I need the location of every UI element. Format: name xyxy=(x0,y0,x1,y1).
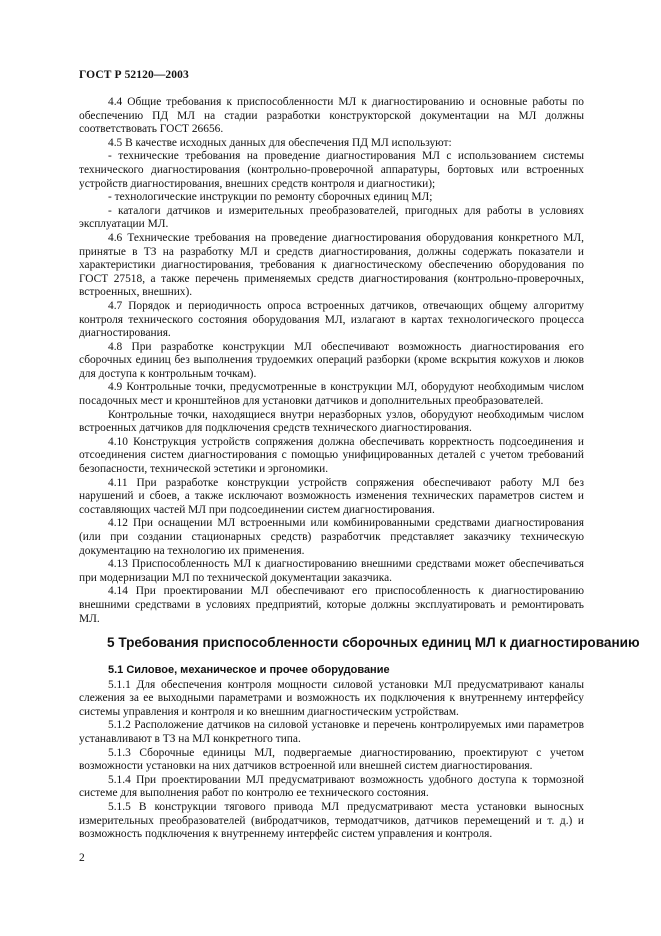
section-5-heading: 5 Требования приспособленности сборочных единиц МЛ к диагностированию xyxy=(107,635,640,650)
paragraph-4-11: 4.11 При разработке конструкции устройств сопряжения обеспечивают работу МЛ без нарушений и сбоев, а также исключают возможность изменения технических параметров систем и составляющих частей МЛ при подсоединении систем диагностирования. xyxy=(79,476,584,516)
section-4-text xyxy=(79,96,584,626)
paragraph-5-1-5: 5.1.5 В конструкции тягового привода МЛ предусматривают места установки выносных измерительных преобразователей (вибродатчиков, термодатчиков, датчиков перемещений и т. д.) и возможность подключения к внутреннему интерфейс систем управления и контроля. xyxy=(79,800,584,841)
paragraph-4-4: 4.4 Общие требования к приспособленности МЛ к диагностированию и основные работы по обеспечению ПД МЛ на стадии разработки конструкторской документации на МЛ должны соответствовать ГОСТ 26656. xyxy=(79,96,584,136)
subsection-5-1-heading: 5.1 Силовое, механическое и прочее оборудование xyxy=(108,664,390,676)
paragraph-4-13: 4.13 Приспособленность МЛ к диагностированию внешними средствами может обеспечиваться при модернизации МЛ по технической документации заказчика. xyxy=(79,558,584,584)
paragraph-5-1-4: 5.1.4 При проектировании МЛ предусматривают возможность удобного доступа к тормозной системе для выполнения работ по контролю ее технического состояния. xyxy=(79,773,584,800)
paragraph-4-10: 4.10 Конструкция устройств сопряжения должна обеспечивать корректность подсоединения и отсоединения систем диагностирования с помощью унифицированных деталей с учетом требований безопасности, технической эстетики и эргономики. xyxy=(79,435,584,476)
paragraph-4-9-continued: Контрольные точки, находящиеся внутри неразборных узлов, оборудуют необходимым числом встроенных датчиков для подключения средств технического диагностирования. xyxy=(79,408,584,435)
paragraph-5-1-2: 5.1.2 Расположение датчиков на силовой установке и перечень контролируемых ими параметров устанавливают в ТЗ на МЛ конкретного типа. xyxy=(79,719,584,745)
paragraph-4-6: 4.6 Технические требования на проведение диагностирования оборудования конкретного МЛ, принятые в ТЗ на разработку МЛ и средств диагностирования, должны содержать показатели и характеристики диагностирования, требования к диагностическому обеспечению оборудования по ГОСТ 27518, а также перечень применяемых средств диагностирования (контрольно-проверочных, встроенных, внешних). xyxy=(79,231,584,299)
list-item-tech-requirements: - технические требования на проведение диагностирования МЛ с использованием системы технического диагностирования (контрольно-проверочной аппаратуры, бортовых или встроенных устройств диагностирования, внешних средств контроля и диагностики); xyxy=(79,150,584,190)
paragraph-5-1-3: 5.1.3 Сборочные единицы МЛ, подвергаемые диагностированию, проектируют с учетом возможности установки на них датчиков встроенной или внешней систем диагностирования. xyxy=(79,746,584,773)
paragraph-4-8: 4.8 При разработке конструкции МЛ обеспечивают возможность диагностирования его сборочных единиц без выполнения трудоемких операций разборки (кроме вскрытия кожухов и люков для доступа к контрольным точкам). xyxy=(79,340,584,380)
paragraph-4-7: 4.7 Порядок и периодичность опроса встроенных датчиков, отвечающих общему алгоритму контроля технического состояния оборудования МЛ, излагают в картах технологического процесса диагностирования. xyxy=(79,299,584,340)
paragraph-5-1-1: 5.1.1 Для обеспечения контроля мощности силовой установки МЛ предусматривают каналы слежения за ее выходными параметрами и возможность их подключения к внутреннему интерфейсу системы управления и контроля и ко внешним диагностическим устройствам. xyxy=(79,678,584,718)
paragraph-4-14: 4.14 При проектировании МЛ обеспечивают его приспособленность к диагностированию внешними средствами в условиях предприятий, которые должны эксплуатировать и ремонтировать МЛ. xyxy=(79,585,584,625)
paragraph-4-5: 4.5 В качестве исходных данных для обеспечения ПД МЛ используют: xyxy=(108,136,452,149)
list-item-repair-instructions: - технологические инструкции по ремонту сборочных единиц МЛ; xyxy=(108,191,433,204)
section-5-text xyxy=(79,664,584,842)
page-number: 2 xyxy=(79,852,85,864)
document-id-header: ГОСТ Р 52120—2003 xyxy=(79,69,189,81)
paragraph-4-9: 4.9 Контрольные точки, предусмотренные в конструкции МЛ, оборудуют необходимым числом посадочных мест и кронштейнов для установки датчиков и дополнительных преобразователей. xyxy=(79,381,584,408)
list-item-sensor-catalogs: - каталоги датчиков и измерительных преобразователей, пригодных для работы в условиях эксплуатации МЛ. xyxy=(79,204,584,231)
paragraph-4-12: 4.12 При оснащении МЛ встроенными или комбинированными средствами диагностирования (или при создании стационарных средств) разработчик представляет заказчику техническую документацию на технологию их применения. xyxy=(79,517,584,557)
